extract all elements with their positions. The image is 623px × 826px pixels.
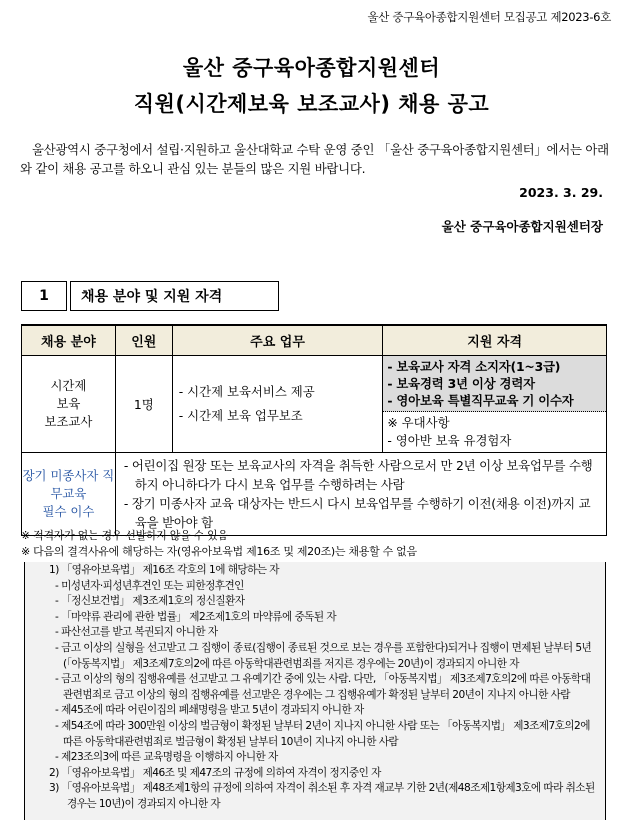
cell-long-term-category: 장기 미종사자 직무교육 필수 이수 (22, 452, 116, 535)
page-title-job: 직원(시간제보육 보조교사) 채용 공고 (133, 92, 490, 116)
page-title-center: 울산 중구육아종합지원센터 (182, 56, 441, 80)
table-header-row (22, 325, 607, 355)
disqualification-item: - 제45조에 따라 어린이집의 폐쇄명령을 받고 5년이 경과되지 아니한 자 (55, 704, 364, 717)
notes (21, 528, 611, 560)
duty-item: - 시간제 보육서비스 제공 (178, 383, 315, 399)
cell-long-term-details: - 어린이집 원장 또는 보육교사의 자격을 취득한 사람으로서 만 2년 이상 보육업무를 수행하지 아니하다가 다시 보육 업무를 수행하려는 사람 - 장기 미종사자 교육 대상자는 반드시 다시 보육업무를 수행하기 이전(채용 이전)까지 교육을 받아야 함 (115, 452, 606, 535)
disqualification-item: - 제23조의3에 따른 교육명령을 이행하지 아니한 자 (55, 751, 278, 764)
cell-qualifications (383, 355, 607, 452)
disqualification-item: - 금고 이상의 형의 집행유예를 선고받고 그 유예기간 중에 있는 사람. 다만, 「아동복지법」 제3조제7호의2에 따른 아동학대관련범죄로 금고 이상의 형의 집행유예를 선고받은 경우에는 그 집행유예가 확정된 날부터 20년이 지나지 아니한 사람 (55, 673, 591, 701)
disqualification-item: - 금고 이상의 실형을 선고받고 그 집행이 종료(집행이 종료된 것으로 보는 경우를 포함한다)되거나 집행이 면제된 날부터 5년(「아동복지법」 제3조제7호의2에 따른 아동학대관련범죄를 저지른 경우에는 20년)이 경과되지 아니한 자 (55, 641, 592, 670)
disqualification-item: 2) 「영유아보육법」 제46조 및 제47조의 규정에 의하여 자격이 정지중인 자 (49, 766, 381, 779)
recruitment-table (21, 324, 607, 536)
disqualification-item: 3) 「영유아보육법」 제48조제1항의 규정에 의하여 자격이 취소된 후 자격 재교부 기한 2년(제48조제1항제3호에 따라 취소된 경우는 10년)이 경과되지 아니한 자 (49, 782, 595, 810)
required-qualifications: - 보육교사 자격 소지자(1~3급) - 보육경력 3년 이상 경력자 - 영아보육 특별직무교육 기 이수자 (383, 356, 606, 412)
header-category: 채용 분야 (22, 325, 116, 355)
header-qualifications: 지원 자격 (383, 325, 607, 355)
cell-category: 시간제 보육 보조교사 (22, 355, 116, 452)
header-duties: 주요 업무 (172, 325, 383, 355)
section-number: 1 (21, 281, 67, 311)
disqualification-item: - 미성년자·피성년후견인 또는 피한정후견인 (55, 579, 244, 592)
section-title: 채용 분야 및 지원 자격 (70, 281, 279, 311)
disqualification-item: - 제54조에 따라 300만원 이상의 벌금형이 확정된 날부터 2년이 지나지 아니한 사람 또는 「아동복지법」 제3조제7호의2에 따른 아동학대관련범죄로 벌금형이 확정된 날부터 10년이 지나지 아니한 사람 (55, 719, 590, 748)
table-row (22, 452, 607, 535)
note-item: ※ 다음의 결격사유에 해당하는 자(영유아보육법 제16조 및 제20조)는 채용할 수 없음 (21, 545, 417, 558)
table-row (22, 355, 607, 452)
disqualification-item: - 파산선고를 받고 복권되지 아니한 자 (55, 626, 218, 639)
notice-number: 울산 중구육아종합지원센터 모집공고 제2023-6호 (367, 10, 611, 24)
duty-item: - 시간제 보육 업무보조 (178, 407, 303, 423)
notice-date: 2023. 3. 29. (519, 185, 603, 200)
issuer-name: 울산 중구육아종합지원센터장 (441, 219, 603, 234)
disqualification-item: 1) 「영유아보육법」 제16조 각호의 1에 해당하는 자 (49, 564, 279, 576)
cell-people: 1명 (115, 355, 172, 452)
disqualification-item: - 「마약류 관리에 관한 법률」 제2조제1호의 마약류에 중독된 자 (55, 610, 336, 623)
intro-paragraph: 울산광역시 중구청에서 설립·지원하고 울산대학교 수탁 운영 중인 「울산 중구육아종합지원센터」에서는 아래와 같이 채용 공고를 하오니 관심 있는 분들의 많은 지원 바랍니다. (20, 142, 609, 176)
cell-duties (172, 355, 383, 452)
disqualification-item: - 「정신보건법」 제3조제1호의 정신질환자 (55, 595, 245, 608)
preferred-qualifications: ※ 우대사항 - 영아반 보육 유경험자 (387, 414, 512, 448)
disqualification-box (24, 562, 606, 820)
header-people: 인원 (115, 325, 172, 355)
note-item: ※ 적격자가 없는 경우 선발하지 않을 수 있음 (21, 529, 228, 542)
